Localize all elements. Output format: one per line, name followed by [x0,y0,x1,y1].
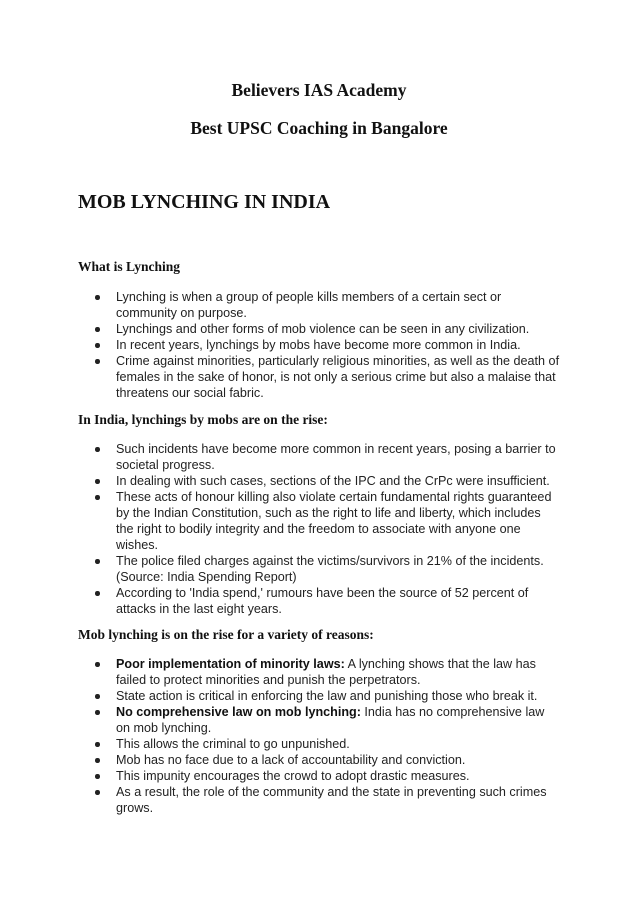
list-item [0,289,638,321]
list-item-text: In recent years, lynchings by mobs have become more common in India. [116,338,521,352]
list-item-text: State action is critical in enforcing the law and punishing those who break it. [116,689,538,703]
bullet-icon [95,742,100,747]
list-item [0,688,638,704]
list-item [0,768,638,784]
bullet-icon [95,495,100,500]
list-item [0,752,638,768]
bullet-list-reasons [0,656,638,816]
section-heading-reasons: Mob lynching is on the rise for a variety of reasons: [78,627,374,642]
list-item [0,489,638,553]
bullet-icon [95,359,100,364]
bullet-icon [95,710,100,715]
list-item [0,585,638,617]
list-item-text: A lynching shows that the law has failed to protect minorities and punish the perpetrators. [116,657,536,687]
list-item-text: India has no comprehensive law on mob lynching. [116,705,545,735]
list-item [0,736,638,752]
list-item-text: Crime against minorities, particularly religious minorities, as well as the death of females in the sake of honor, is not only a serious crime but also a malaise that threatens our social fabric. [116,354,560,400]
bullet-icon [95,343,100,348]
list-item-text: In dealing with such cases, sections of the IPC and the CrPc were insufficient. [116,474,550,488]
list-item-bold: Poor implementation of minority laws: [116,657,345,671]
bullet-list-on-the-rise [0,441,638,617]
list-item [0,656,638,688]
list-item [0,321,638,337]
bullet-icon [95,774,100,779]
section-heading-on-the-rise: In India, lynchings by mobs are on the rise: [78,412,328,427]
list-item [0,337,638,353]
academy-tagline: Best UPSC Coaching in Bangalore [190,118,448,138]
list-item-text: These acts of honour killing also violate certain fundamental rights guaranteed by the Indian Constitution, such as the right to life and liberty, which includes the right to bodily integrity and the freedom to associate with anyone one wishes. [116,490,552,552]
list-item-text: According to 'India spend,' rumours have been the source of 52 percent of attacks in the last eight years. [116,586,529,616]
list-item-text: Lynching is when a group of people kills members of a certain sect or community on purpose. [116,290,502,320]
bullet-list-what-is-lynching [0,289,638,401]
list-item [0,704,638,736]
page-title: MOB LYNCHING IN INDIA [78,191,331,213]
list-item-bold: No comprehensive law on mob lynching: [116,705,361,719]
list-item-text: Lynchings and other forms of mob violence can be seen in any civilization. [116,322,530,336]
list-item-text: This impunity encourages the crowd to adopt drastic measures. [116,769,470,783]
list-item-text: Mob has no face due to a lack of accountability and conviction. [116,753,466,767]
bullet-icon [95,758,100,763]
bullet-icon [95,591,100,596]
bullet-icon [95,559,100,564]
bullet-icon [95,662,100,667]
bullet-icon [95,327,100,332]
bullet-icon [95,295,100,300]
list-item [0,784,638,816]
bullet-icon [95,694,100,699]
list-item [0,553,638,585]
bullet-icon [95,447,100,452]
list-item [0,353,638,401]
section-heading-what-is-lynching: What is Lynching [78,259,181,274]
list-item-text: The police filed charges against the victims/survivors in 21% of the incidents. (Source: India Spending Report) [116,554,544,584]
academy-name: Believers IAS Academy [231,80,407,100]
list-item [0,441,638,473]
bullet-icon [95,479,100,484]
list-item-text: This allows the criminal to go unpunished. [116,737,350,751]
list-item-text: Such incidents have become more common in recent years, posing a barrier to societal progress. [116,442,556,472]
list-item [0,473,638,489]
list-item-text: As a result, the role of the community and the state in preventing such crimes grows. [116,785,547,815]
bullet-icon [95,790,100,795]
